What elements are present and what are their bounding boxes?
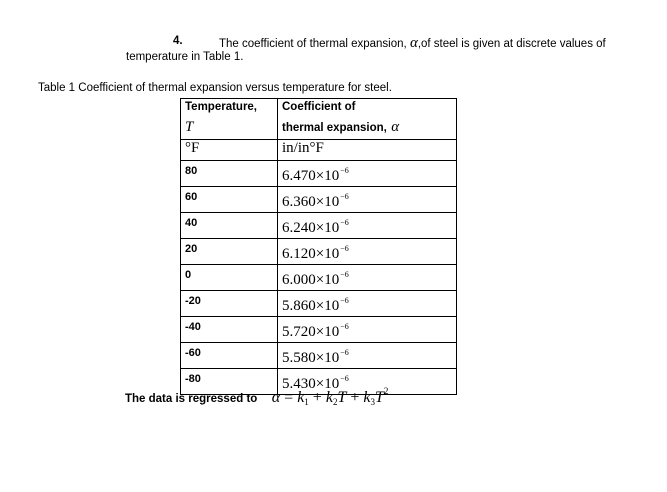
coefficient-value: 5.860 xyxy=(282,298,316,314)
coefficient-value: 6.470 xyxy=(282,168,316,184)
header-coef-unit: in/in°F xyxy=(278,140,457,161)
temperature-cell: -40 xyxy=(181,317,278,343)
problem-line2: temperature in Table 1. xyxy=(126,51,244,63)
eq-alpha: α xyxy=(271,389,281,406)
exponent: −6 xyxy=(340,218,349,227)
eq-squared: 2 xyxy=(383,386,389,396)
header-temp-symbol-cell xyxy=(181,119,278,140)
regression-equation xyxy=(271,386,389,407)
times-ten: ×10 xyxy=(315,324,340,340)
times-ten: ×10 xyxy=(315,220,340,236)
exponent: −6 xyxy=(340,296,349,305)
header-temperature: Temperature, xyxy=(181,99,278,120)
temperature-cell: 80 xyxy=(181,161,278,187)
table-row xyxy=(181,343,457,369)
header-coefficient: Coefficient of xyxy=(278,99,457,120)
temperature-cell: 40 xyxy=(181,213,278,239)
coefficient-cell xyxy=(278,265,457,291)
data-table xyxy=(180,98,457,395)
regression-line xyxy=(125,386,388,407)
times-ten: ×10 xyxy=(315,168,340,184)
coefficient-cell xyxy=(278,213,457,239)
coefficient-value: 5.580 xyxy=(282,350,316,366)
table-row xyxy=(181,161,457,187)
exponent: −6 xyxy=(340,322,349,331)
header-temp-unit: °F xyxy=(181,140,278,161)
temperature-cell: 0 xyxy=(181,265,278,291)
exponent: −6 xyxy=(340,244,349,253)
header-coef-line2-cell xyxy=(278,119,457,140)
problem-text-part2: ,of steel is given at discrete values of xyxy=(417,38,606,50)
times-ten: ×10 xyxy=(315,298,340,314)
coefficient-value: 6.360 xyxy=(282,194,316,210)
regression-label: The data is regressed to xyxy=(125,393,258,405)
table-row xyxy=(181,265,457,291)
temperature-cell: -60 xyxy=(181,343,278,369)
header-thermal-expansion: thermal expansion, xyxy=(282,122,387,134)
coefficient-cell xyxy=(278,161,457,187)
times-ten: ×10 xyxy=(315,272,340,288)
eq-k1: k xyxy=(297,389,305,406)
table-row xyxy=(181,187,457,213)
eq-plus1: + xyxy=(312,389,322,406)
eq-sub3: 3 xyxy=(370,397,375,407)
table-row xyxy=(181,291,457,317)
coefficient-cell xyxy=(278,239,457,265)
eq-sub1: 1 xyxy=(304,397,309,407)
table-caption: Table 1 Coefficient of thermal expansion versus temperature for steel. xyxy=(38,82,392,94)
coefficient-value: 6.000 xyxy=(282,272,316,288)
exponent: −6 xyxy=(340,374,349,383)
table-row xyxy=(181,317,457,343)
eq-plus2: + xyxy=(350,389,360,406)
coefficient-cell xyxy=(278,291,457,317)
temperature-cell: 60 xyxy=(181,187,278,213)
coefficient-cell xyxy=(278,187,457,213)
eq-sub2: 2 xyxy=(332,397,338,407)
eq-T1: T xyxy=(337,389,347,406)
exponent: −6 xyxy=(340,270,349,279)
eq-k2: k xyxy=(325,389,333,406)
coefficient-value: 6.120 xyxy=(282,246,316,262)
coefficient-value: 6.240 xyxy=(282,220,316,236)
exponent: −6 xyxy=(340,166,349,175)
eq-T2: T xyxy=(374,389,384,406)
times-ten: ×10 xyxy=(315,194,340,210)
coefficient-value: 5.430 xyxy=(282,376,316,392)
problem-text-part1: The coefficient of thermal expansion, xyxy=(219,38,407,50)
eq-k3: k xyxy=(363,389,371,406)
table-row xyxy=(181,239,457,265)
exponent: −6 xyxy=(340,348,349,357)
problem-number: 4. xyxy=(173,35,183,47)
temperature-symbol: T xyxy=(185,119,194,135)
coefficient-cell xyxy=(278,343,457,369)
temperature-cell: 20 xyxy=(181,239,278,265)
coefficient-cell xyxy=(278,317,457,343)
eq-equals: = xyxy=(284,389,294,406)
coefficient-value: 5.720 xyxy=(282,324,316,340)
temperature-cell: -20 xyxy=(181,291,278,317)
table-row xyxy=(181,213,457,239)
exponent: −6 xyxy=(340,192,349,201)
alpha-symbol: α xyxy=(409,35,418,51)
times-ten: ×10 xyxy=(315,246,340,262)
temperature-cell: -80 xyxy=(181,369,278,395)
coef-alpha-symbol: α xyxy=(391,119,400,135)
times-ten: ×10 xyxy=(315,350,340,366)
problem-line1 xyxy=(219,35,606,52)
times-ten: ×10 xyxy=(315,376,340,392)
